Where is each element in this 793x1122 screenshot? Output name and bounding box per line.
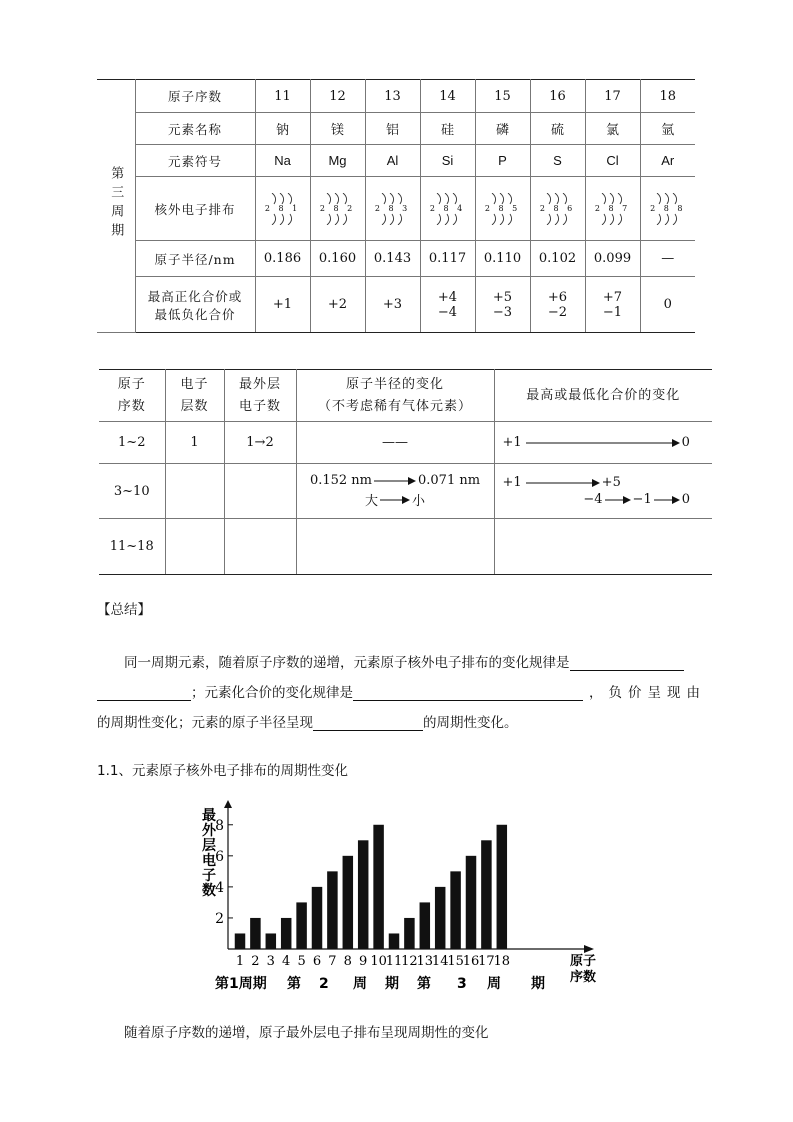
row-element-name xyxy=(97,113,695,145)
y-axis-label: 最 xyxy=(202,808,216,824)
bar xyxy=(312,887,323,949)
name-cell: 硫 xyxy=(530,113,585,145)
symbol-cell: Na xyxy=(255,145,310,177)
x-axis-arrow-icon xyxy=(584,945,594,953)
z-cell: 13 xyxy=(365,80,420,113)
range-cell: 3~10 xyxy=(99,464,165,519)
bar xyxy=(466,856,477,949)
period-label: 期 xyxy=(385,976,399,992)
shell-diagram: 2 8 7 xyxy=(585,177,640,241)
period-label: 周 xyxy=(487,976,501,992)
shell-diagram: 2 8 8 xyxy=(640,177,695,241)
caption: 随着原子序数的递增，原子最外层电子排布呈现周期性的变化 xyxy=(124,1025,489,1041)
radius-cell: 0.143 xyxy=(365,241,420,277)
shell-arc-icon xyxy=(431,193,465,205)
radius-cell: 0.160 xyxy=(310,241,365,277)
outer-cell xyxy=(224,519,296,575)
trend-row-11-18 xyxy=(99,519,712,575)
x-tick-label: 7 xyxy=(328,954,337,969)
header-atomic-number: 原子序数 xyxy=(135,80,255,113)
outer-cell: 1→2 xyxy=(224,422,296,464)
name-cell: 氩 xyxy=(640,113,695,145)
summary-line-3: 的周期性变化；元素的原子半径呈现 的周期性变化。 xyxy=(97,715,518,731)
shell-arc-icon xyxy=(651,213,685,225)
x-tick-label: 4 xyxy=(282,954,291,969)
bar xyxy=(450,871,461,949)
x-tick-label: 14 xyxy=(431,954,449,969)
header-valence: 最高正化合价或 最低负化合价 xyxy=(135,277,255,333)
arrow-icon xyxy=(603,495,633,505)
header-symbol: 元素符号 xyxy=(135,145,255,177)
bar xyxy=(296,902,307,949)
answer-blank[interactable] xyxy=(313,716,423,731)
arrow-icon xyxy=(522,478,602,488)
summary-title: 【总结】 xyxy=(97,602,151,618)
y-tick-label: 4 xyxy=(215,879,224,896)
shell-arc-icon xyxy=(541,193,575,205)
bar xyxy=(435,887,446,949)
z-cell: 15 xyxy=(475,80,530,113)
symbol-cell: P xyxy=(475,145,530,177)
shell-arc-icon xyxy=(541,213,575,225)
period-label: 第1周期 xyxy=(215,976,267,992)
bar xyxy=(420,902,431,949)
shell-arc-icon xyxy=(321,193,355,205)
shell-arc-icon xyxy=(486,193,520,205)
header-range: 原子 序数 xyxy=(99,370,165,422)
range-cell: 1~2 xyxy=(99,422,165,464)
header-layers: 电子 层数 xyxy=(165,370,224,422)
period-label: 第 xyxy=(417,976,431,992)
bar xyxy=(281,918,292,949)
shell-arc-icon xyxy=(486,213,520,225)
shell-arc-icon xyxy=(376,213,410,225)
x-tick-label: 6 xyxy=(312,954,322,969)
valence-cell: +7 −1 xyxy=(585,277,640,333)
symbol-cell: Cl xyxy=(585,145,640,177)
valence-cell: +2 xyxy=(310,277,365,333)
period-label: 3 xyxy=(457,976,467,992)
y-tick-label: 8 xyxy=(215,817,224,834)
period-label: 2 xyxy=(319,976,329,992)
x-tick-label: 5 xyxy=(297,954,306,969)
row-electron-config xyxy=(97,177,695,241)
radius-cell: — xyxy=(640,241,695,277)
layers-cell xyxy=(165,519,224,575)
z-cell: 14 xyxy=(420,80,475,113)
arrow-icon xyxy=(378,495,412,505)
valence-cell: +1 xyxy=(255,277,310,333)
header-radius: 原子半径/nm xyxy=(135,241,255,277)
arrow-icon xyxy=(372,476,418,486)
symbol-cell: Ar xyxy=(640,145,695,177)
valence-cell: +6 −2 xyxy=(530,277,585,333)
radius-cell: 0.102 xyxy=(530,241,585,277)
shell-diagram: 2 8 2 xyxy=(310,177,365,241)
radius-change-cell: 0.152 nm 0.071 nm 大 小 xyxy=(296,464,494,519)
y-tick-label: 6 xyxy=(215,848,224,865)
y-axis-arrow-icon xyxy=(224,800,232,808)
y-axis-label: 外 xyxy=(202,823,216,839)
radius-cell: 0.099 xyxy=(585,241,640,277)
valence-change-cell: +1 +5 −4 −1 0 xyxy=(494,464,712,519)
row-symbol xyxy=(97,145,695,177)
shell-arc-icon xyxy=(596,213,630,225)
symbol-cell: S xyxy=(530,145,585,177)
trend-row-3-10 xyxy=(99,464,712,519)
header-outer: 最外层 电子数 xyxy=(224,370,296,422)
trend-table xyxy=(99,369,712,575)
name-cell: 硅 xyxy=(420,113,475,145)
name-cell: 铝 xyxy=(365,113,420,145)
radius-cell: 0.186 xyxy=(255,241,310,277)
bar xyxy=(250,918,261,949)
layers-cell xyxy=(165,464,224,519)
shell-arc-icon xyxy=(266,193,300,205)
x-tick-label: 9 xyxy=(359,954,368,969)
header-radius-change: 原子半径的变化 （不考虑稀有气体元素） xyxy=(296,370,494,422)
arrow-icon xyxy=(652,495,682,505)
summary-line-2: ；元素化合价的变化规律是 ，负价呈现由 xyxy=(97,681,706,701)
trend-header-row xyxy=(99,370,712,422)
shell-arc-icon xyxy=(266,213,300,225)
period-label: 第三周期 xyxy=(108,166,124,242)
x-tick-label: 10 xyxy=(370,954,387,969)
header-element-name: 元素名称 xyxy=(135,113,255,145)
shell-diagram: 2 8 5 xyxy=(475,177,530,241)
y-tick-label: 2 xyxy=(215,910,224,927)
z-cell: 16 xyxy=(530,80,585,113)
x-tick-label: 3 xyxy=(266,954,275,969)
row-atomic-number xyxy=(97,80,695,113)
shell-arc-icon xyxy=(321,213,355,225)
radius-cell: 0.117 xyxy=(420,241,475,277)
x-tick-label: 17 xyxy=(478,954,495,969)
name-cell: 钠 xyxy=(255,113,310,145)
x-tick-label: 12 xyxy=(401,954,418,969)
shell-arc-icon xyxy=(376,193,410,205)
bar xyxy=(358,840,369,949)
valence-cell: +5 −3 xyxy=(475,277,530,333)
x-tick-label: 11 xyxy=(385,954,403,969)
period-label-cell xyxy=(97,80,135,333)
x-tick-label: 1 xyxy=(235,954,245,969)
bar xyxy=(235,933,246,949)
answer-blank[interactable] xyxy=(570,656,684,671)
x-axis-label: 序数 xyxy=(570,970,597,985)
y-axis-label: 子 xyxy=(202,868,216,884)
x-tick-label: 13 xyxy=(416,954,434,969)
bar xyxy=(266,933,277,949)
trend-row-1-2 xyxy=(99,422,712,464)
valence-cell: +3 xyxy=(365,277,420,333)
valence-cell: 0 xyxy=(640,277,695,333)
radius-change-cell: —— xyxy=(296,422,494,464)
bar xyxy=(497,825,508,949)
outer-cell xyxy=(224,464,296,519)
shell-arc-icon xyxy=(596,193,630,205)
answer-blank[interactable] xyxy=(97,686,191,701)
bar xyxy=(404,918,415,949)
row-valence xyxy=(97,277,695,333)
bar xyxy=(389,933,400,949)
radius-change-cell xyxy=(296,519,494,575)
range-cell: 11~18 xyxy=(99,519,165,575)
shell-diagram: 2 8 4 xyxy=(420,177,475,241)
shell-diagram: 2 8 6 xyxy=(530,177,585,241)
shell-diagram: 2 8 3 xyxy=(365,177,420,241)
name-cell: 镁 xyxy=(310,113,365,145)
valence-cell: +4 −4 xyxy=(420,277,475,333)
bar xyxy=(343,856,354,949)
y-axis-label: 层 xyxy=(202,838,216,854)
x-axis-label: 原子 xyxy=(570,954,597,969)
valence-change-cell xyxy=(494,519,712,575)
symbol-cell: Al xyxy=(365,145,420,177)
radius-cell: 0.110 xyxy=(475,241,530,277)
arrow-icon xyxy=(522,438,682,448)
z-cell: 17 xyxy=(585,80,640,113)
row-radius xyxy=(97,241,695,277)
z-cell: 11 xyxy=(255,80,310,113)
period3-table xyxy=(97,79,695,333)
y-axis-label: 数 xyxy=(202,883,216,899)
outer-electron-chart xyxy=(195,800,605,995)
x-tick-label: 18 xyxy=(493,954,511,969)
period-label: 第 xyxy=(287,976,301,992)
answer-blank[interactable] xyxy=(353,686,583,701)
shell-arc-icon xyxy=(651,193,685,205)
shell-arc-icon xyxy=(431,213,465,225)
x-tick-label: 15 xyxy=(447,954,464,969)
bar xyxy=(373,825,384,949)
period-label: 期 xyxy=(531,976,545,992)
header-electron-config: 核外电子排布 xyxy=(135,177,255,241)
x-tick-label: 16 xyxy=(462,954,480,969)
bar xyxy=(327,871,338,949)
bar xyxy=(481,840,492,949)
symbol-cell: Si xyxy=(420,145,475,177)
y-axis-label: 电 xyxy=(202,853,216,869)
name-cell: 氯 xyxy=(585,113,640,145)
shell-diagram: 2 8 1 xyxy=(255,177,310,241)
z-cell: 18 xyxy=(640,80,695,113)
z-cell: 12 xyxy=(310,80,365,113)
period-label: 周 xyxy=(353,976,367,992)
valence-change-cell: +1 0 xyxy=(494,422,712,464)
header-valence-change: 最高或最低化合价的变化 xyxy=(494,370,712,422)
name-cell: 磷 xyxy=(475,113,530,145)
x-tick-label: 8 xyxy=(343,954,352,969)
summary-line-1: 同一周期元素，随着原子序数的递增，元素原子核外电子排布的变化规律是 xyxy=(124,651,684,671)
section-heading: 1.1、元素原子核外电子排布的周期性变化 xyxy=(97,763,348,779)
symbol-cell: Mg xyxy=(310,145,365,177)
layers-cell: 1 xyxy=(165,422,224,464)
x-tick-label: 2 xyxy=(251,954,260,969)
